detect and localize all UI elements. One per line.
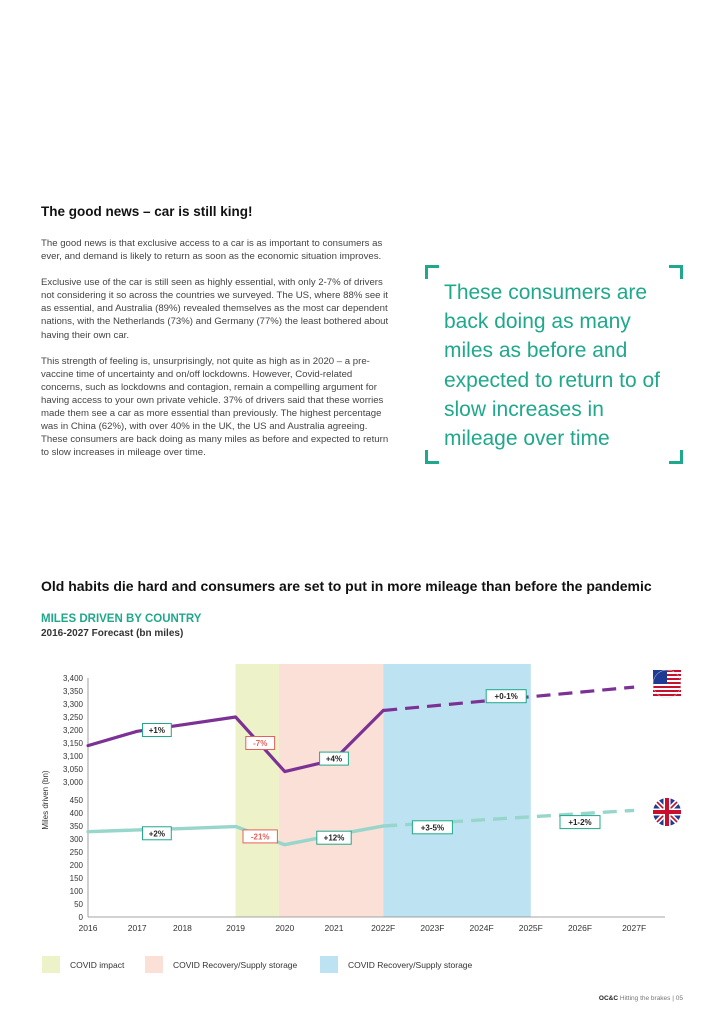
legend-swatch: [145, 956, 163, 973]
x-tick-label: 2016: [78, 923, 98, 933]
y-tick-label: 250: [69, 848, 83, 857]
data-label: -21%: [250, 832, 270, 842]
data-label: +1%: [148, 726, 165, 735]
y-tick-label: 350: [69, 822, 83, 831]
body-text: [41, 237, 396, 472]
y-tick-label: 450: [69, 796, 83, 805]
x-tick-label: 2017: [127, 923, 147, 933]
footer-separator: |: [672, 995, 674, 1002]
chart-section-title: Old habits die hard and consumers are set to put in more mileage than before the pandemic: [41, 578, 652, 594]
us-flag-stripe: [653, 686, 681, 688]
legend-swatch: [42, 956, 60, 973]
data-label: +4%: [325, 754, 343, 764]
legend-label: COVID impact: [70, 960, 125, 970]
y-tick-label: 3,000: [62, 778, 83, 787]
y-tick-label: 3,400: [62, 674, 83, 683]
x-tick-label: 2022F: [371, 923, 396, 933]
pullquote-text: These consumers are back doing as many miles as before and expected to return to of slow increases in mileage over time: [444, 281, 660, 451]
chart-subtitle: 2016-2027 Forecast (bn miles): [41, 628, 184, 639]
band-2: [279, 664, 383, 917]
x-tick-label: 2026F: [567, 923, 593, 933]
x-tick-label: 2024F: [469, 923, 494, 933]
paragraph-2: Exclusive use of the car is still seen as highly essential, with only 2-7% of drivers not considering it so across the countries we surveyed. The US, where 88% see it as essential, and Australia (89%) revealed themselves as the most car dependent nations, with the Netherlands (73%) and Germany (77%) the least bothered about having their own car.: [41, 277, 389, 341]
data-label: +2%: [148, 829, 165, 839]
y-tick-label: 3,250: [62, 713, 83, 722]
legend-swatch: [320, 956, 338, 973]
y-tick-label: 3,350: [62, 687, 83, 696]
us-flag-icon: [653, 670, 681, 698]
footer-brand: OC&C: [598, 995, 619, 1002]
data-label: +12%: [323, 833, 345, 843]
pullquote: [425, 265, 683, 464]
y-axis-label: Miles driven (bn): [41, 770, 50, 830]
page-footer: [599, 995, 683, 1002]
chart-title: MILES DRIVEN BY COUNTRY: [41, 613, 202, 625]
y-tick-label: 50: [74, 900, 83, 909]
x-tick-label: 2020: [275, 923, 295, 933]
y-tick-label: 3,200: [62, 726, 83, 735]
flags-layer: [653, 670, 681, 826]
footer-page: 05: [675, 995, 683, 1002]
y-tick-label: 300: [69, 835, 83, 844]
paragraph-3: This strength of feeling is, unsurprisingly, not quite as high as in 2020 – a pre-vaccine time of uncertainty and on/off lockdowns. However, Covid-related concerns, such as lockdowns and contagion, remain a compelling argument for having access to your own private vehicle. 37% of drivers said that these worries made them see a car as more essential than previously. The highest percentage was in China (62%), with over 40% in the UK, the US and Australia agreeing. These consumers are back doing as many miles as before and expected to return to slow increases in mileage over time.: [41, 355, 389, 459]
y-tick-label: 200: [69, 861, 83, 870]
x-tick-label: 2025F: [518, 923, 543, 933]
legend-layer: [42, 956, 473, 973]
y-tick-label: 400: [69, 809, 83, 818]
uk-flag-icon: [653, 798, 681, 826]
y-tick-label: 3,300: [62, 700, 83, 709]
miles-driven-chart: [0, 650, 724, 980]
x-tick-label: 2018: [173, 923, 192, 933]
data-label: +3-5%: [420, 823, 445, 833]
paragraph-1: The good news is that exclusive access to a car is as important to consumers as ever, and demand is likely to return as soon as the economic situation improves.: [41, 238, 383, 263]
x-tick-label: 2023F: [420, 923, 445, 933]
band-1: [236, 664, 279, 917]
y-tick-label: 3,150: [62, 739, 83, 748]
data-label: -7%: [253, 739, 268, 748]
y-tick-label: 150: [69, 874, 83, 883]
y-tick-label: 0: [78, 913, 83, 922]
footer-title: Hitting the brakes: [619, 995, 671, 1002]
x-tick-label: 2021: [324, 923, 344, 933]
y-tick-label: 3,100: [62, 752, 83, 761]
x-tick-label: 2019: [226, 923, 246, 933]
legend-label: COVID Recovery/Supply storage: [173, 960, 298, 970]
data-label: +1-2%: [568, 818, 592, 828]
legend-label: COVID Recovery/Supply storage: [348, 960, 473, 970]
us-flag-stripe: [653, 690, 681, 692]
corner-bracket-top-left: [425, 265, 439, 279]
y-tick-label: 100: [69, 887, 83, 896]
corner-bracket-bottom-left: [425, 450, 439, 464]
uk-flag-cross-red: [665, 798, 669, 826]
x-tick-label: 2027F: [622, 923, 647, 933]
section-heading: The good news – car is still king!: [41, 204, 253, 219]
y-tick-label: 3,050: [62, 765, 83, 774]
corner-bracket-top-right: [669, 265, 683, 279]
data-label: +0-1%: [494, 692, 518, 702]
